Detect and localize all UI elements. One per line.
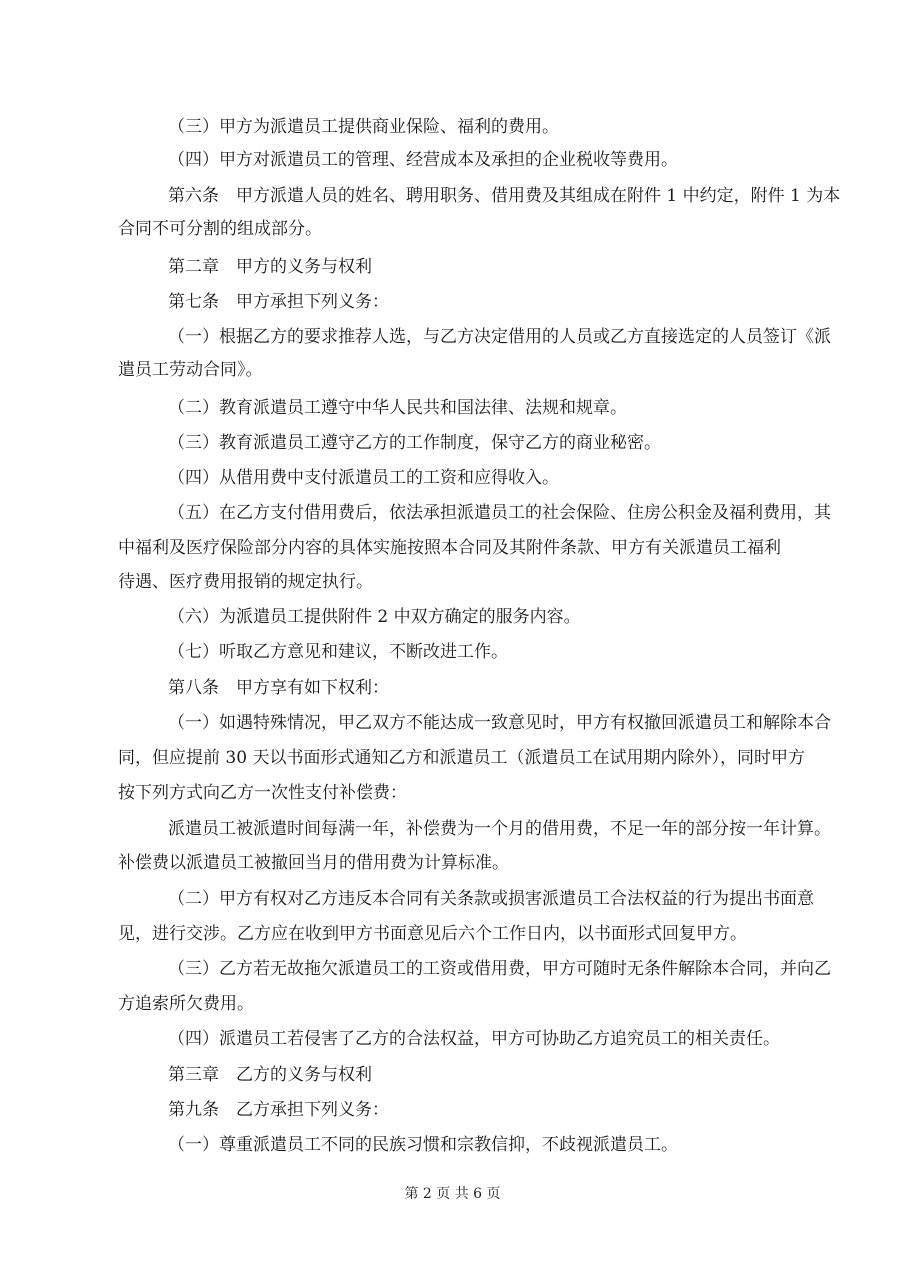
page-number-footer: 第 2 页 共 6 页 <box>404 1186 501 1202</box>
paragraph-line: （二）甲方有权对乙方违反本合同有关条款或损害派遣员工合法权益的行为提出书面意 <box>168 889 814 909</box>
paragraph-line: （三）甲方为派遣员工提供商业保险、福利的费用。 <box>168 117 559 137</box>
paragraph-line: 见，进行交涉。乙方应在收到甲方书面意见后六个工作日内，以书面形式回复甲方。 <box>118 924 747 944</box>
paragraph-line: 补偿费以派遣员工被撤回当月的借用费为计算标准。 <box>118 853 509 873</box>
paragraph-line: 派遣员工被派遣时间每满一年，补偿费为一个月的借用费，不足一年的部分按一年计算。 <box>168 819 831 839</box>
paragraph-line: （四）派遣员工若侵害了乙方的合法权益，甲方可协助乙方追究员工的相关责任。 <box>168 1029 780 1049</box>
chapter-2-title: 第二章 甲方的义务与权利 <box>168 257 372 277</box>
paragraph-line: （三）乙方若无故拖欠派遣员工的工资或借用费，甲方可随时无条件解除本合同，并向乙 <box>168 959 831 979</box>
paragraph-line: （一）根据乙方的要求推荐人选，与乙方决定借用的人员或乙方直接选定的人员签订《派 <box>168 327 831 347</box>
paragraph-line: （三）教育派遣员工遵守乙方的工作制度，保守乙方的商业秘密。 <box>168 433 661 453</box>
paragraph-line: （六）为派遣员工提供附件 2 中双方确定的服务内容。 <box>168 607 581 627</box>
paragraph-line: （四）从借用费中支付派遣员工的工资和应得收入。 <box>168 468 559 488</box>
article-8-heading: 第八条 甲方享有如下权利： <box>168 678 389 698</box>
article-6-heading: 第六条 甲方派遣人员的姓名、聘用职务、借用费及其组成在附件 1 中约定，附件 1 为本 <box>168 186 841 206</box>
paragraph-line: 待遇、医疗费用报销的规定执行。 <box>118 572 373 592</box>
paragraph-line: 中福利及医疗保险部分内容的具体实施按照本合同及其附件条款、甲方有关派遣员工福利 <box>118 538 781 558</box>
paragraph-line: （四）甲方对派遣员工的管理、经营成本及承担的企业税收等费用。 <box>168 150 678 170</box>
paragraph-line: （一）如遇特殊情况，甲乙双方不能达成一致意见时，甲方有权撤回派遣员工和解除本合 <box>168 713 831 733</box>
paragraph-line: （五）在乙方支付借用费后，依法承担派遣员工的社会保险、住房公积金及福利费用，其 <box>168 503 831 523</box>
article-9-heading: 第九条 乙方承担下列义务： <box>168 1100 389 1120</box>
paragraph-line: （一）尊重派遣员工不同的民族习惯和宗教信抑，不歧视派遣员工。 <box>168 1135 678 1155</box>
paragraph-line: 遣员工劳动合同》。 <box>118 360 263 380</box>
paragraph-line: （七）听取乙方意见和建议，不断改进工作。 <box>168 642 508 662</box>
paragraph-line: 方追索所欠费用。 <box>118 994 254 1014</box>
paragraph-line: 合同不可分割的组成部分。 <box>118 219 322 239</box>
article-7-heading: 第七条 甲方承担下列义务： <box>168 292 389 312</box>
paragraph-line: （二）教育派遣员工遵守中华人民共和国法律、法规和规章。 <box>168 398 627 418</box>
chapter-3-title: 第三章 乙方的义务与权利 <box>168 1065 372 1085</box>
paragraph-line: 同，但应提前 30 天以书面形式通知乙方和派遣员工（派遣员工在试用期内除外），同时甲方 <box>118 748 805 768</box>
paragraph-line: 按下列方式向乙方一次性支付补偿费： <box>118 783 407 803</box>
